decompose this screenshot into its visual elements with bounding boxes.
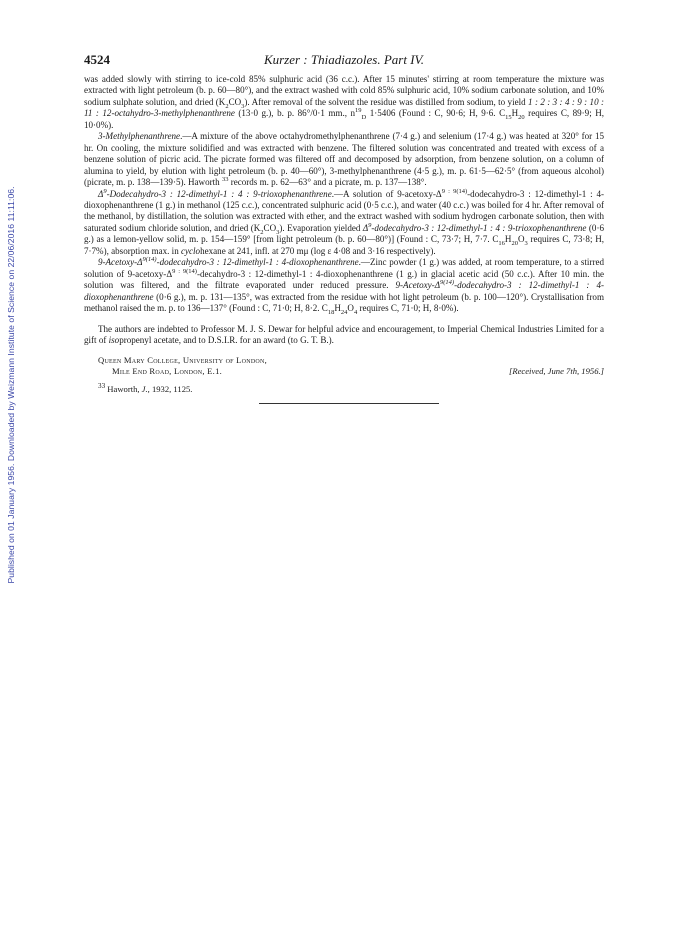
journal-page [84, 52, 604, 404]
download-watermark [2, 150, 20, 620]
reference-number: 33 [98, 382, 106, 391]
paragraph-methylphenanthrene: 3-Methylphenanthrene.—A mixture of the above octahydromethylphenanthrene (7·4 g.) and selenium (17·4 g.) was heated at 320° for 15 hr. On cooling, the mixture solidified and was extracted with benzene. The filtered solution was concentrated and treated with excess of a benzene solution of picric acid. The picrate formed was filtered off and decomposed by adsorption, from benzene solution, on a column of alumina to yield, by elution with light petroleum (b. p. 40—60°), 3-methylphenanthrene (4·5 g.), m. p. 61·5—62·5° (from aqueous alcohol) (picrate, m. p. 138—139·5). Haworth $^{33}$ records m. p. 62—63° and a picrate, m. p. 137—138°. [84, 131, 604, 188]
paragraph-trioxophenanthrene: $\Delta^9-Dodecahydro-3$ : 12-dimethyl-1 : 4 : 9-trioxophenanthrene.—A solution of $9-acetoxy-\Delta^{9 : 9(14)}-dodecahydro-3$ : 12-dimethyl-1 : 4-dioxophenanthrene (1 g.) in methanol (125 c.c.), concentrated sulphuric acid (0·5 c.c.), and water (40 c.c.) was boiled for 4 hr. After removal of the methanol, by distillation, the solution was extracted with ether, and the extract washed with sodium hydrogen carbonate solution, then with saturated sodium chloride solution, and dried $(K_2CO_3)$. Evaporation yielded $\Delta^9-dodecahydro-3$ : 12-dimethyl-1 : 4 : 9-trioxophenanthrene (0·6 g.) as a lemon-yellow solid, m. p. 154—159° [from light petroleum (b. p. 60—80°)] (Found : C, 73·7; H, 7·7. $C_{16}H_{20}O_3$ requires C, 73·8; H, 7·7%), absorption max. in cyclohexane at 241, infl. at 270 mμ (log ε 4·08 and 3·16 respectively). [84, 187, 604, 256]
paragraph-octahydro-preparation: was added slowly with stirring to ice-cold 85% sulphuric acid (36 c.c.). After 15 minutes' stirring at room temperature the mixture was extracted with light petroleum (b. p. 60—80°), and the extract washed with cold 85% sulphuric acid, 10% sodium carbonate solution, and 10% sodium sulphate solution, and dried $(K_2CO_3)$. After removal of the solvent the residue was distilled from sodium, to yield 1 : 2 : 3 : 4 : 9 : 10 : 11 : 12-octahydro-3-methylphenanthrene (13·0 g.), b. p. 86°/0·1 mm., $n^{19}_D$ 1·5406 (Found : C, 90·6; H, 9·6. $C_{15}H_{20}$ requires C, 89·9; H, 10·0%). [84, 74, 605, 130]
received-date: [Received, June 7th, 1956.] [509, 366, 604, 377]
paragraph-acetoxy-dioxophenanthrene: $9-Acetoxy-\Delta^{9(14)}-dodecahydro-3$ : 12-dimethyl-1 : 4-dioxophenanthrene.—Zinc powder (1 g.) was added, at room temperature, to a stirred solution of $9-acetoxy-\Delta^{9 : 9(14)}-decahydro-3$ : 12-dimethyl-1 : 4-dioxophenanthrene (1 g.) in glacial acetic acid (50 c.c.). After 10 min. the solution was filtered, and the filtrate evaporated under reduced pressure. $9-Acetoxy-\Delta^{9(14)}-dodecahydro-3$ : 12-dimethyl-1 : 4-dioxophenanthrene (0·6 g.), m. p. 131—135°, was extracted from the residue with hot light petroleum (b. p. 100—120°). Crystallisation from methanol raised the m. p. to 136—137° (Found : C, 71·0; H, 8·2. $C_{18}H_{24}O_4$ requires C, 71·0; H, 8·0%). [84, 256, 604, 316]
running-title: Kurzer : Thiadiazoles. Part IV. [263, 52, 425, 67]
author-address [84, 355, 604, 379]
compound-name: $\Delta^9-dodecahydro-3$ : 12-dimethyl-1 : 4 : 9-trioxophenanthrene [362, 221, 587, 233]
compound-name: $9-Acetoxy-\Delta^{9(14)}-dodecahydro-3$ : 12-dimethyl-1 : 4-dioxophenanthrene [84, 279, 604, 302]
section-heading: $9-Acetoxy-\Delta^{9(14)}-dodecahydro-3$ : 12-dimethyl-1 : 4-dioxophenanthrene [98, 256, 359, 268]
section-heading: $\Delta^9-Dodecahydro-3$ : 12-dimethyl-1 : 4 : 9-trioxophenanthrene [98, 187, 332, 199]
compound-name: 1 : 2 : 3 : 4 : 9 : 10 : 11 : 12-octahydro-3-methylphenanthrene [84, 96, 604, 119]
reference-marker: 33 [221, 176, 229, 184]
acknowledgements: The authors are indebted to Professor M. J. S. Dewar for helpful advice and encouragement, to Imperial Chemical Industries Limited for a gift of isopropenyl acetate, and to D.S.I.R. for an award (to G. T. B.). [84, 323, 604, 345]
reference-entry: $^{33}$ Haworth, J., 1932, 1125. [98, 382, 193, 395]
end-rule [259, 403, 439, 404]
journal-name: J. [141, 384, 148, 395]
page-number: 4524 [84, 52, 110, 67]
body-text [84, 74, 604, 346]
section-heading: 3-Methylphenanthrene [98, 131, 181, 142]
address-line-institution: Queen Mary College, University of London, [98, 355, 267, 366]
download-watermark-text: Published on 01 January 1956. Downloaded by Weizmann Institute of Science on 22/06/2016 11:11:06. [6, 186, 16, 584]
running-head [84, 52, 604, 70]
address-line-street: Mile End Road, London, E.1. [112, 366, 223, 377]
